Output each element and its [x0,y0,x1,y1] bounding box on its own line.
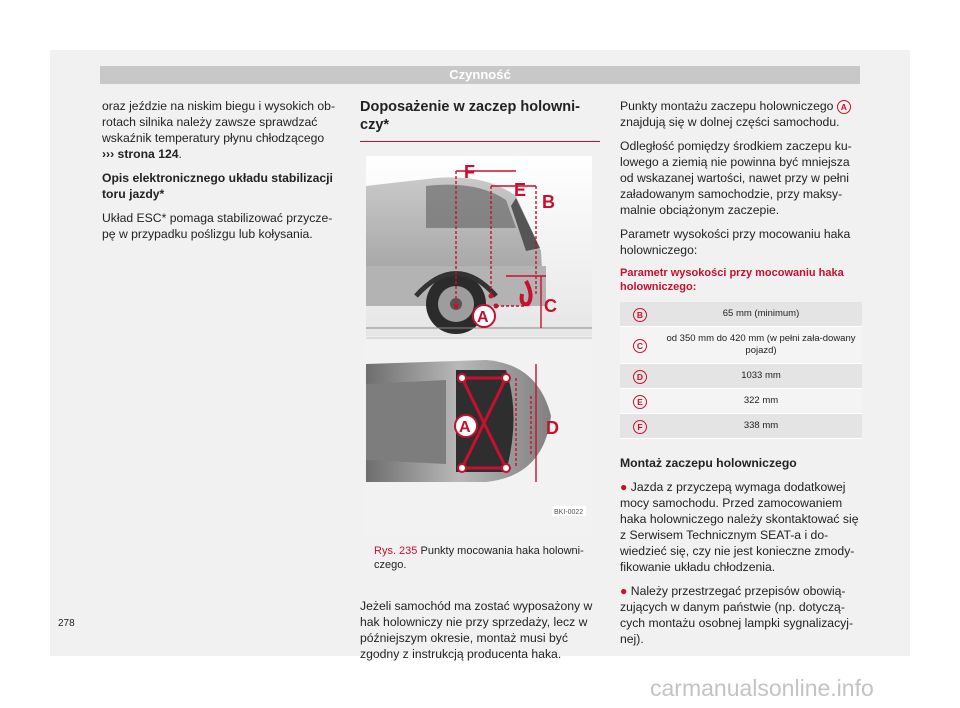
spec-table [620,302,862,439]
page-reference-link[interactable]: ››› strona 124 [102,147,179,161]
table-row [620,302,862,327]
row-value: 65 mm (minimum) [722,308,800,319]
label-e: E [514,180,527,200]
row-value: 338 mm [743,420,779,431]
watermark: carmanualsonline.info [650,675,874,701]
row-value: 322 mm [743,395,779,406]
row-key: C [633,339,647,353]
bullet-item [620,583,860,647]
mount-points-tail: znajdują się w dolnej części samochodu. [620,115,840,129]
label-b: B [542,192,555,212]
table-title: Parametr wysokości przy mocowaniu haka holowniczego: [620,267,844,293]
caption-text: Punkty mocowania haka holowni-czego. [374,545,584,571]
parameter-paragraph: Parametr wysokości przy mocowaniu haka holowniczego: [620,227,851,257]
label-d: D [546,418,559,438]
bullet-item [620,479,860,575]
towbar-figure [366,156,592,536]
esc-paragraph: Układ ESC* pomaga stabilizować przycze-pę w przypadku poślizgu lub kołysania. [102,211,333,241]
column-middle [360,98,600,670]
row-key: B [633,308,647,322]
esc-heading: Opis elektronicznego układu stabilizacji toru jazdy* [102,171,333,201]
intro-text: oraz jeździe na niskim biegu i wysokich ob-rotach silnika należy zawsze sprawdzać wskaźnik temperatury płynu chłodzącego [102,99,336,145]
figure-code: BKI-0022 [554,509,584,516]
intro-paragraph [102,98,342,162]
label-f: F [464,162,475,182]
row-key: D [633,370,647,384]
row-key: E [633,395,647,409]
row-value: 1033 mm [741,370,781,381]
towbar-illustration [366,156,592,536]
table-row [620,364,862,389]
table-row [620,414,862,439]
row-value: od 350 mm do 420 mm (w pełni zała-dowany pojazd) [666,333,856,356]
table-row [620,389,862,414]
table-row [620,327,862,364]
distance-paragraph: Odległość pomiędzy środkiem zaczepu ku-lowego a ziemią nie powinna być mniejsza od wskazanej wartości, nawet przy w pełni załadowanym samochodzie, przy maksy-malnie obciążonym zaczepie. [620,139,852,217]
column-right [620,98,860,655]
installation-paragraph: Jeżeli samochód ma zostać wyposażony w hak holowniczy nie przy sprzedaży, lecz w późniejszym okresie, montaż musi być zgodny z instrukcją producenta haka. [360,599,593,661]
section-title: Doposażenie w zaczep holowni-czy* [360,98,600,142]
mount-points-text: Punkty montażu zaczepu holowniczego [620,99,834,113]
bullet-text: Jazda z przyczepą wymaga dodatkowej mocy samochodu. Przed zamocowaniem haka holowniczego należy skontaktować się z Serwisem Technicznym SEAT-a i do-wiedzieć się, czy nie jest konieczne zmody-fikowanie układu chłodzenia. [620,480,859,574]
page-header: Czynność [100,66,860,84]
bullet-text: Należy przestrzegać przepisów obowią-zujących w danym państwie (np. dotyczą-cych montażu osobnej lampki sygnalizacyj-nej). [620,584,854,646]
mount-points-paragraph [620,98,860,130]
bullet-icon: ● [620,480,628,494]
page-number: 278 [58,618,75,629]
installation-heading: Montaż zaczepu holowniczego [620,456,797,470]
bullet-icon: ● [620,584,628,598]
mark-a: A [837,100,851,114]
label-a-side: A [477,309,489,326]
link-tail: . [178,147,182,161]
row-key: F [633,420,647,434]
caption-number: Rys. 235 [374,545,418,557]
label-a-top: A [459,419,471,436]
figure-caption [374,544,592,572]
label-c: C [544,296,557,316]
column-left [102,98,342,250]
